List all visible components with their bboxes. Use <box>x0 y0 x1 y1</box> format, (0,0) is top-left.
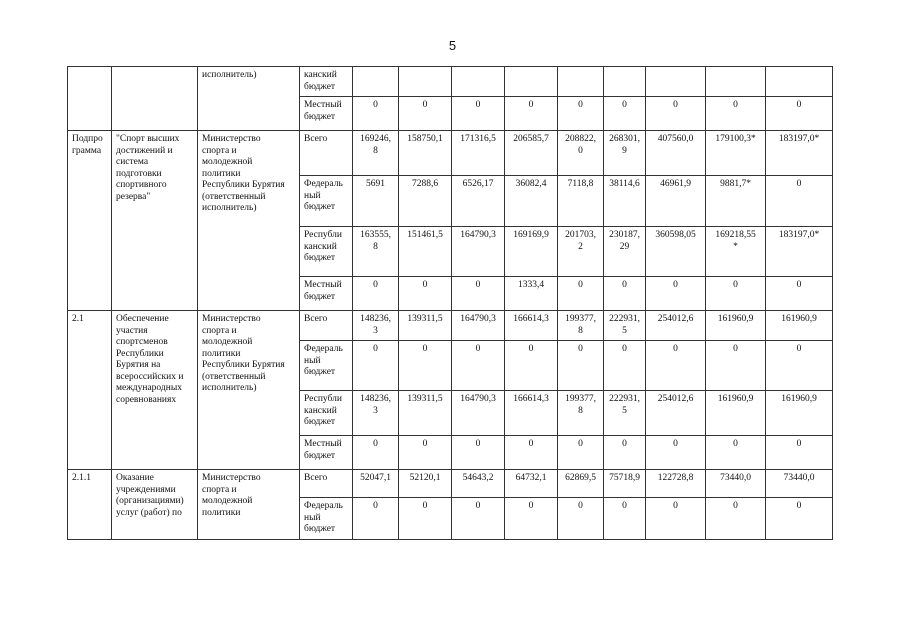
amount-cell: 5691 <box>353 176 399 227</box>
row-code: 2.1.1 <box>68 470 112 540</box>
funding-source: Республи канский бюджет <box>300 227 353 277</box>
amount-cell: 0 <box>452 277 505 311</box>
row-name: Обеспечение участия спортсменов Республики Бурятия на всероссийских и международных соревнованиях <box>112 311 198 470</box>
amount-cell: 0 <box>353 277 399 311</box>
amount-cell: 0 <box>766 277 833 311</box>
amount-cell: 36082,4 <box>505 176 558 227</box>
amount-cell: 0 <box>706 277 766 311</box>
amount-cell: 64732,1 <box>505 470 558 498</box>
amount-cell: 0 <box>452 436 505 470</box>
amount-cell: 62869,5 <box>558 470 604 498</box>
amount-cell: 166614,3 <box>505 391 558 436</box>
amount-cell: 161960,9 <box>706 311 766 341</box>
amount-cell: 222931, 5 <box>604 391 646 436</box>
amount-cell: 0 <box>505 498 558 540</box>
amount-cell: 0 <box>604 498 646 540</box>
amount-cell: 54643,2 <box>452 470 505 498</box>
table-row <box>68 67 833 97</box>
row-executor: Министерство спорта и молодежной политики <box>198 470 300 540</box>
amount-cell: 0 <box>766 97 833 131</box>
amount-cell: 73440,0 <box>766 470 833 498</box>
funding-source: Федераль ный бюджет <box>300 498 353 540</box>
amount-cell: 0 <box>558 97 604 131</box>
amount-cell: 163555, 8 <box>353 227 399 277</box>
row-code <box>68 67 112 131</box>
amount-cell: 254012,6 <box>646 391 706 436</box>
amount-cell: 7118,8 <box>558 176 604 227</box>
table-row <box>68 311 833 341</box>
amount-cell <box>399 67 452 97</box>
funding-source: Местный бюджет <box>300 97 353 131</box>
funding-source: Местный бюджет <box>300 436 353 470</box>
amount-cell: 268301, 9 <box>604 131 646 176</box>
amount-cell: 0 <box>706 341 766 391</box>
funding-source: канский бюджет <box>300 67 353 97</box>
amount-cell: 254012,6 <box>646 311 706 341</box>
amount-cell: 38114,6 <box>604 176 646 227</box>
amount-cell: 0 <box>399 498 452 540</box>
amount-cell: 164790,3 <box>452 227 505 277</box>
table-row <box>68 470 833 498</box>
amount-cell: 0 <box>353 436 399 470</box>
amount-cell: 0 <box>604 341 646 391</box>
amount-cell: 360598,05 <box>646 227 706 277</box>
amount-cell: 0 <box>452 97 505 131</box>
amount-cell: 166614,3 <box>505 311 558 341</box>
funding-source: Всего <box>300 311 353 341</box>
row-executor: Министерство спорта и молодежной политики Республики Бурятия (ответственный исполнитель) <box>198 131 300 311</box>
table-row <box>68 131 833 176</box>
amount-cell: 0 <box>558 436 604 470</box>
amount-cell: 0 <box>706 97 766 131</box>
amount-cell: 122728,8 <box>646 470 706 498</box>
amount-cell: 148236, 3 <box>353 311 399 341</box>
amount-cell: 75718,9 <box>604 470 646 498</box>
amount-cell: 0 <box>706 498 766 540</box>
amount-cell: 161960,9 <box>706 391 766 436</box>
amount-cell: 139311,5 <box>399 311 452 341</box>
amount-cell <box>706 67 766 97</box>
amount-cell: 230187, 29 <box>604 227 646 277</box>
amount-cell <box>452 67 505 97</box>
amount-cell: 0 <box>766 498 833 540</box>
page-number: 5 <box>448 38 457 53</box>
amount-cell: 52047,1 <box>353 470 399 498</box>
amount-cell: 407560,0 <box>646 131 706 176</box>
amount-cell: 208822, 0 <box>558 131 604 176</box>
amount-cell: 0 <box>399 436 452 470</box>
row-executor: Министерство спорта и молодежной политики Республики Бурятия (ответственный исполнитель) <box>198 311 300 470</box>
amount-cell: 151461,5 <box>399 227 452 277</box>
amount-cell: 0 <box>452 498 505 540</box>
amount-cell: 139311,5 <box>399 391 452 436</box>
amount-cell: 0 <box>353 498 399 540</box>
funding-source: Республи канский бюджет <box>300 391 353 436</box>
amount-cell: 206585,7 <box>505 131 558 176</box>
amount-cell: 0 <box>353 341 399 391</box>
amount-cell: 169218,55 * <box>706 227 766 277</box>
amount-cell: 6526,17 <box>452 176 505 227</box>
amount-cell <box>766 67 833 97</box>
budget-table <box>67 66 833 540</box>
amount-cell: 0 <box>558 498 604 540</box>
funding-source: Федераль ный бюджет <box>300 341 353 391</box>
amount-cell: 9881,7* <box>706 176 766 227</box>
amount-cell: 52120,1 <box>399 470 452 498</box>
amount-cell: 0 <box>604 436 646 470</box>
row-code: 2.1 <box>68 311 112 470</box>
amount-cell: 0 <box>353 97 399 131</box>
amount-cell: 0 <box>558 341 604 391</box>
amount-cell: 0 <box>505 341 558 391</box>
row-name: Оказание учреждениями (организациями) услуг (работ) по <box>112 470 198 540</box>
amount-cell <box>505 67 558 97</box>
amount-cell: 0 <box>399 277 452 311</box>
amount-cell: 0 <box>646 97 706 131</box>
amount-cell: 169169,9 <box>505 227 558 277</box>
amount-cell: 0 <box>706 436 766 470</box>
amount-cell: 1333,4 <box>505 277 558 311</box>
amount-cell: 0 <box>766 176 833 227</box>
amount-cell: 183197,0* <box>766 131 833 176</box>
amount-cell: 0 <box>604 97 646 131</box>
funding-source: Местный бюджет <box>300 277 353 311</box>
row-name: "Спорт высших достижений и система подготовки спортивного резерва" <box>112 131 198 311</box>
row-executor: исполнитель) <box>198 67 300 131</box>
amount-cell: 7288,6 <box>399 176 452 227</box>
amount-cell: 0 <box>399 341 452 391</box>
funding-source: Всего <box>300 470 353 498</box>
amount-cell: 0 <box>452 341 505 391</box>
amount-cell: 0 <box>646 277 706 311</box>
amount-cell: 183197,0* <box>766 227 833 277</box>
amount-cell: 199377, 8 <box>558 311 604 341</box>
amount-cell: 161960,9 <box>766 311 833 341</box>
amount-cell: 0 <box>399 97 452 131</box>
amount-cell: 164790,3 <box>452 311 505 341</box>
amount-cell <box>353 67 399 97</box>
amount-cell: 46961,9 <box>646 176 706 227</box>
amount-cell <box>604 67 646 97</box>
amount-cell: 158750,1 <box>399 131 452 176</box>
amount-cell <box>558 67 604 97</box>
amount-cell: 0 <box>766 436 833 470</box>
row-name <box>112 67 198 131</box>
amount-cell: 73440,0 <box>706 470 766 498</box>
amount-cell: 0 <box>646 436 706 470</box>
funding-source: Федераль ный бюджет <box>300 176 353 227</box>
amount-cell <box>646 67 706 97</box>
amount-cell: 0 <box>646 498 706 540</box>
amount-cell: 222931, 5 <box>604 311 646 341</box>
amount-cell: 169246, 8 <box>353 131 399 176</box>
amount-cell: 164790,3 <box>452 391 505 436</box>
amount-cell: 161960,9 <box>766 391 833 436</box>
amount-cell: 0 <box>766 341 833 391</box>
amount-cell: 0 <box>604 277 646 311</box>
amount-cell: 179100,3* <box>706 131 766 176</box>
amount-cell: 0 <box>505 97 558 131</box>
funding-source: Всего <box>300 131 353 176</box>
amount-cell: 0 <box>558 277 604 311</box>
amount-cell: 148236, 3 <box>353 391 399 436</box>
amount-cell: 0 <box>646 341 706 391</box>
row-code: Подпро грамма <box>68 131 112 311</box>
amount-cell: 0 <box>505 436 558 470</box>
amount-cell: 171316,5 <box>452 131 505 176</box>
amount-cell: 201703, 2 <box>558 227 604 277</box>
amount-cell: 199377, 8 <box>558 391 604 436</box>
